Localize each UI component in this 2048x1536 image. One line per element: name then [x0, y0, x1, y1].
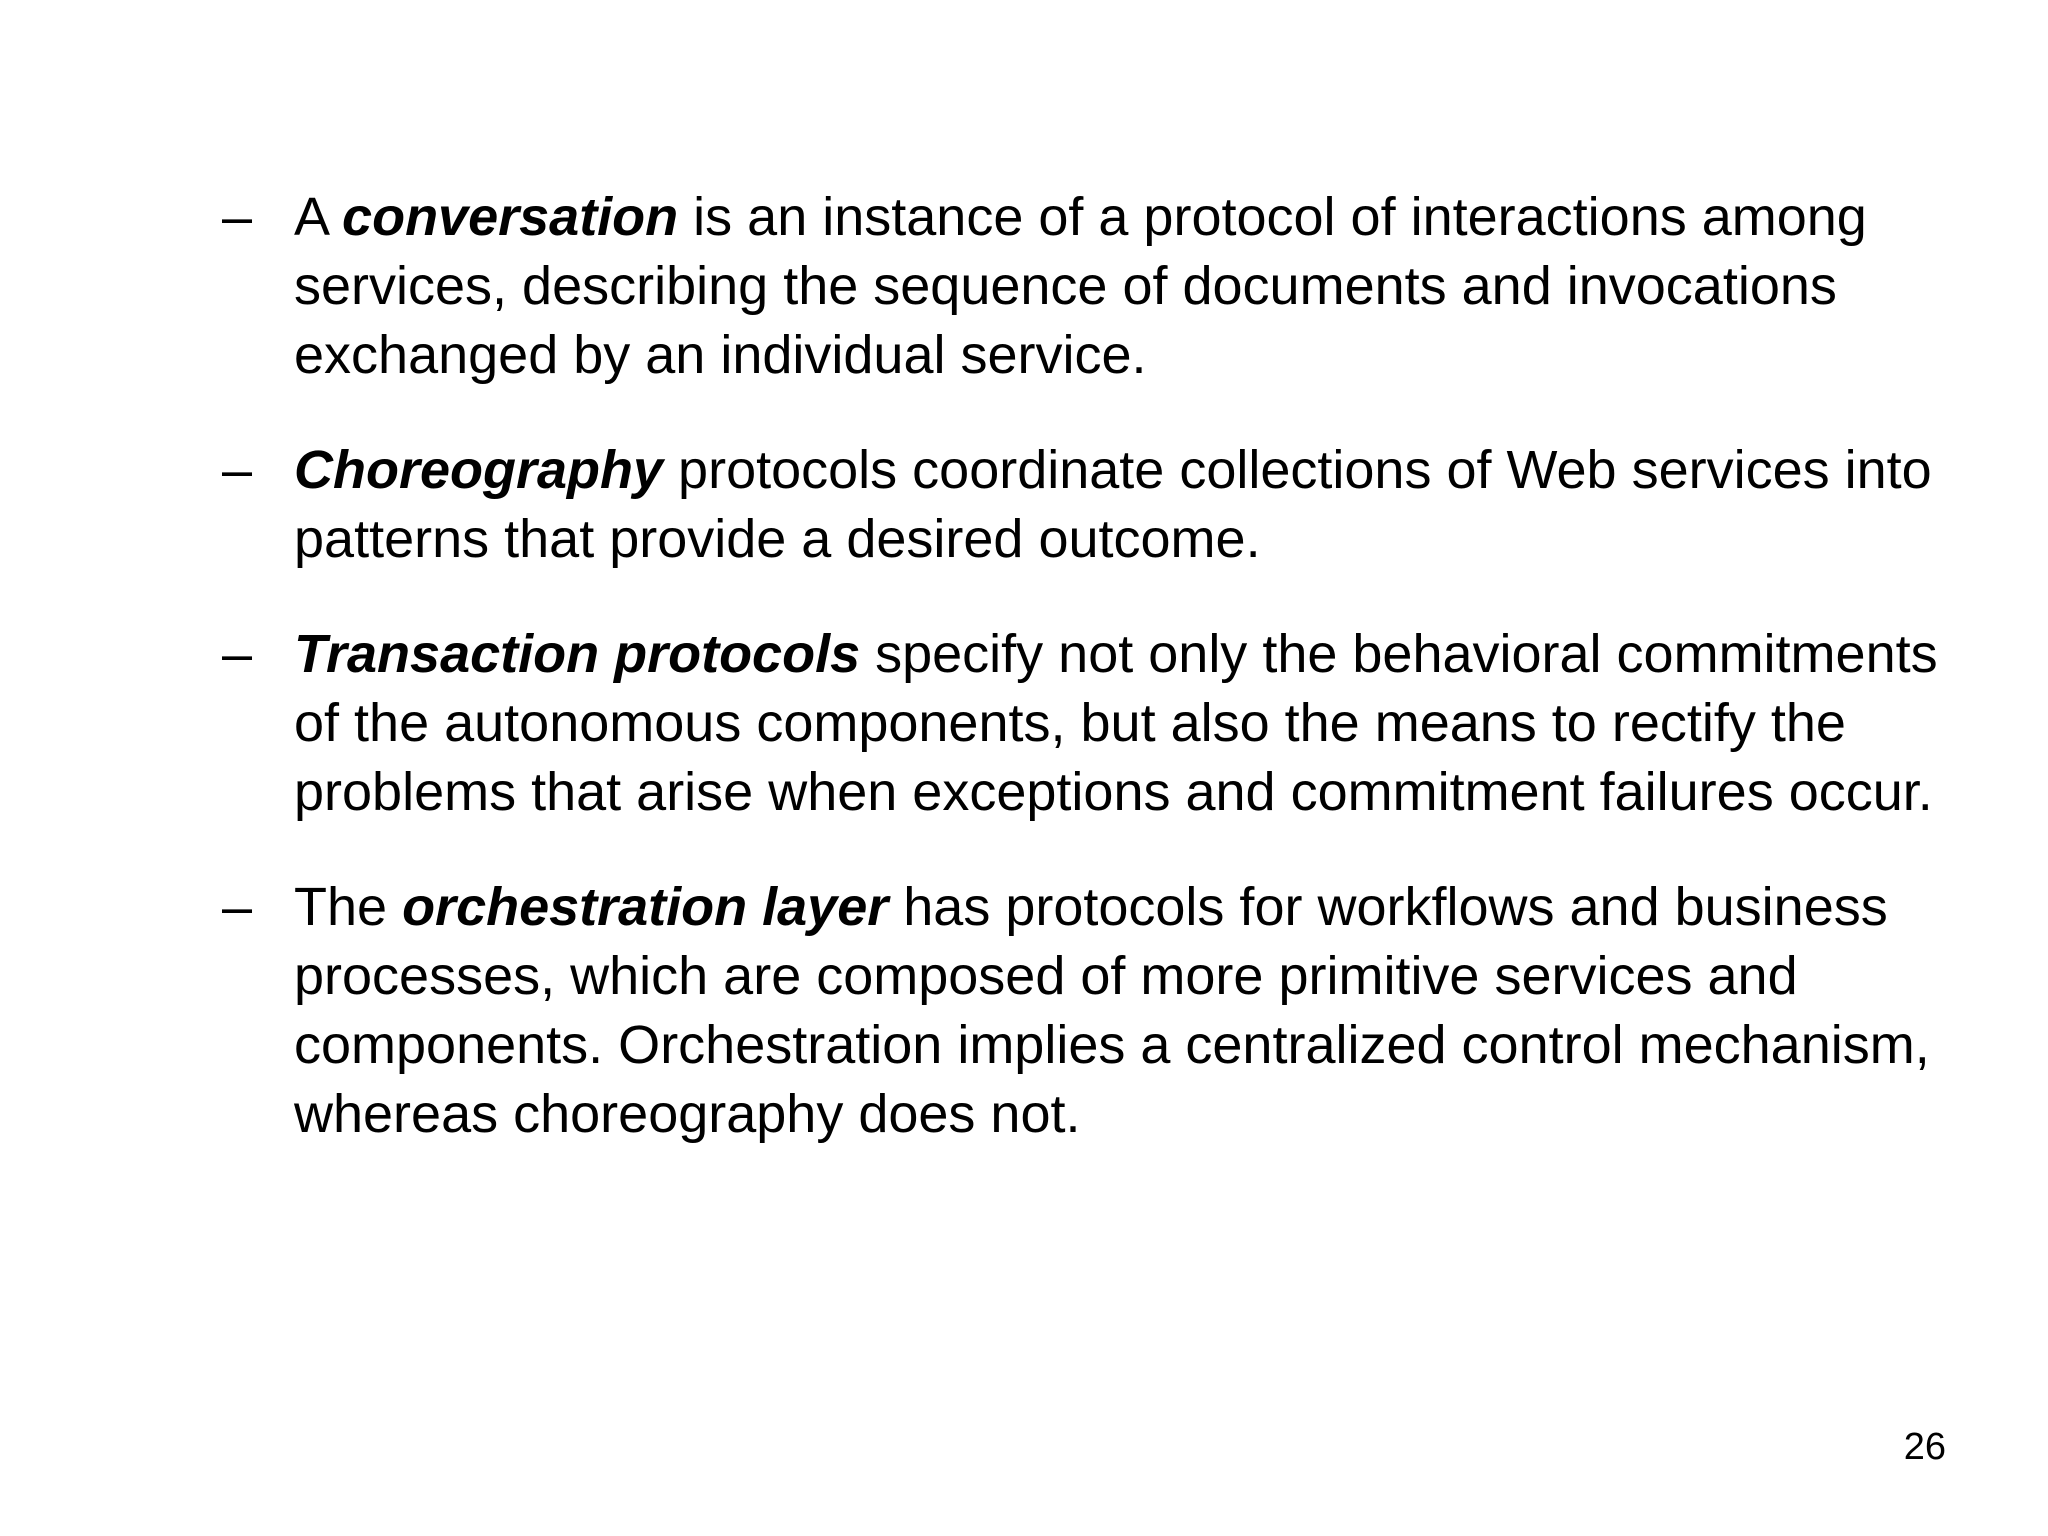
bullet-term: Transaction protocols: [294, 624, 861, 684]
bullet-text-after: specify not only the behavioral commitments of the autonomous components, but also the means to rectify the problems that arise when exceptions and commitment failures occur.: [294, 624, 1938, 822]
bullet-choreography: [222, 436, 1982, 574]
bullet-dash: –: [222, 187, 253, 247]
bullet-text-after: is an instance of a protocol of interactions among services, describing the sequence of documents and invocations exchanged by an individual service.: [294, 187, 1867, 385]
bullet-term: conversation: [342, 187, 679, 247]
bullet-dash: –: [222, 877, 253, 937]
bullet-text-before: The: [294, 877, 403, 937]
bullet-dash: –: [222, 440, 253, 500]
bullet-dash: –: [222, 624, 253, 684]
bullet-text-before: A: [294, 187, 343, 247]
bullet-orchestration-layer: [222, 873, 1982, 1149]
bullet-conversation: [222, 183, 1982, 390]
bullet-transaction-protocols: [222, 620, 1982, 827]
bullet-text-after: has protocols for workflows and business processes, which are composed of more primitive services and components. Orchestration implies a centralized control mechanism, whereas choreography does not.: [294, 877, 1930, 1144]
bullet-text-after: protocols coordinate collections of Web services into patterns that provide a desired outcome.: [294, 440, 1932, 569]
bullet-term: orchestration layer: [402, 877, 889, 937]
bullet-term: Choreography: [294, 440, 664, 500]
bullet-list: [222, 183, 1982, 1149]
page-number: 26: [1903, 1426, 1946, 1468]
